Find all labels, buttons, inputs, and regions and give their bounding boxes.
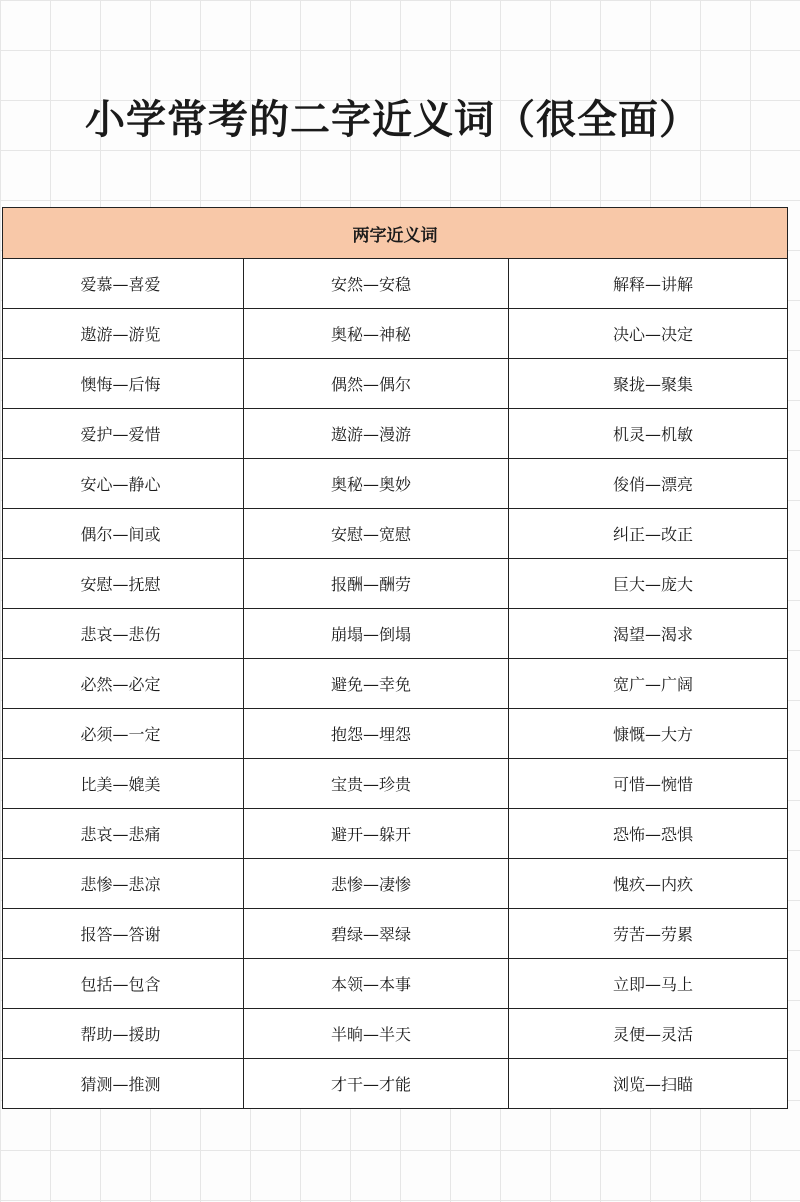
table-row (3, 759, 788, 809)
synonym-pair-cell: 愧疚—内疚 (509, 859, 788, 909)
synonym-pair-cell: 偶然—偶尔 (244, 359, 509, 409)
synonym-pair-cell: 慷慨—大方 (509, 709, 788, 759)
synonym-pair-cell: 安慰—抚慰 (3, 559, 244, 609)
synonym-pair-cell: 悲哀—悲伤 (3, 609, 244, 659)
table-row (3, 1059, 788, 1109)
synonym-pair-cell: 可惜—惋惜 (509, 759, 788, 809)
synonym-pair-cell: 聚拢—聚集 (509, 359, 788, 409)
table-row (3, 959, 788, 1009)
synonym-pair-cell: 包括—包含 (3, 959, 244, 1009)
synonym-pair-cell: 奥秘—奥妙 (244, 459, 509, 509)
synonym-pair-cell: 本领—本事 (244, 959, 509, 1009)
synonym-pair-cell: 宽广—广阔 (509, 659, 788, 709)
synonym-pair-cell: 必须—一定 (3, 709, 244, 759)
synonym-pair-cell: 解释—讲解 (509, 259, 788, 309)
synonym-pair-cell: 俊俏—漂亮 (509, 459, 788, 509)
table-header-row (3, 208, 788, 259)
synonym-pair-cell: 悲惨—凄惨 (244, 859, 509, 909)
synonym-pair-cell: 灵便—灵活 (509, 1009, 788, 1059)
table-row (3, 309, 788, 359)
synonym-pair-cell: 浏览—扫瞄 (509, 1059, 788, 1109)
synonym-pair-cell: 懊悔—后悔 (3, 359, 244, 409)
synonym-pair-cell: 碧绿—翠绿 (244, 909, 509, 959)
synonym-pair-cell: 安然—安稳 (244, 259, 509, 309)
table-row (3, 359, 788, 409)
synonym-pair-cell: 报答—答谢 (3, 909, 244, 959)
synonym-pair-cell: 巨大—庞大 (509, 559, 788, 609)
table-row (3, 859, 788, 909)
synonym-pair-cell: 纠正—改正 (509, 509, 788, 559)
table-row (3, 409, 788, 459)
synonym-pair-cell: 悲哀—悲痛 (3, 809, 244, 859)
table-row (3, 1009, 788, 1059)
synonym-pair-cell: 爱慕—喜爱 (3, 259, 244, 309)
synonym-pair-cell: 半晌—半天 (244, 1009, 509, 1059)
synonym-pair-cell: 恐怖—恐惧 (509, 809, 788, 859)
synonym-pair-cell: 悲惨—悲凉 (3, 859, 244, 909)
table-row (3, 609, 788, 659)
synonym-pair-cell: 安慰—宽慰 (244, 509, 509, 559)
synonym-pair-cell: 机灵—机敏 (509, 409, 788, 459)
synonym-pair-cell: 崩塌—倒塌 (244, 609, 509, 659)
synonym-pair-cell: 立即—马上 (509, 959, 788, 1009)
table-row (3, 509, 788, 559)
synonym-pair-cell: 报酬—酬劳 (244, 559, 509, 609)
table-row (3, 659, 788, 709)
table-row (3, 709, 788, 759)
synonym-pair-cell: 偶尔—间或 (3, 509, 244, 559)
synonym-pair-cell: 猜测—推测 (3, 1059, 244, 1109)
table-row (3, 259, 788, 309)
synonym-pair-cell: 帮助—援助 (3, 1009, 244, 1059)
synonym-pair-cell: 安心—静心 (3, 459, 244, 509)
synonym-table (2, 207, 788, 1109)
synonym-pair-cell: 比美—媲美 (3, 759, 244, 809)
table-row (3, 809, 788, 859)
synonym-pair-cell: 才干—才能 (244, 1059, 509, 1109)
synonym-pair-cell: 决心—决定 (509, 309, 788, 359)
synonym-pair-cell: 避开—躲开 (244, 809, 509, 859)
synonym-pair-cell: 遨游—漫游 (244, 409, 509, 459)
table-row (3, 559, 788, 609)
synonym-pair-cell: 奥秘—神秘 (244, 309, 509, 359)
synonym-pair-cell: 劳苦—劳累 (509, 909, 788, 959)
synonym-pair-cell: 宝贵—珍贵 (244, 759, 509, 809)
table-body (3, 259, 788, 1109)
table-row (3, 459, 788, 509)
table-header: 两字近义词 (3, 208, 788, 259)
page-title: 小学常考的二字近义词（很全面） (85, 97, 700, 143)
synonym-pair-cell: 渴望—渴求 (509, 609, 788, 659)
synonym-pair-cell: 抱怨—埋怨 (244, 709, 509, 759)
synonym-pair-cell: 爱护—爱惜 (3, 409, 244, 459)
synonym-pair-cell: 必然—必定 (3, 659, 244, 709)
table-row (3, 909, 788, 959)
synonym-pair-cell: 避免—幸免 (244, 659, 509, 709)
synonym-pair-cell: 遨游—游览 (3, 309, 244, 359)
